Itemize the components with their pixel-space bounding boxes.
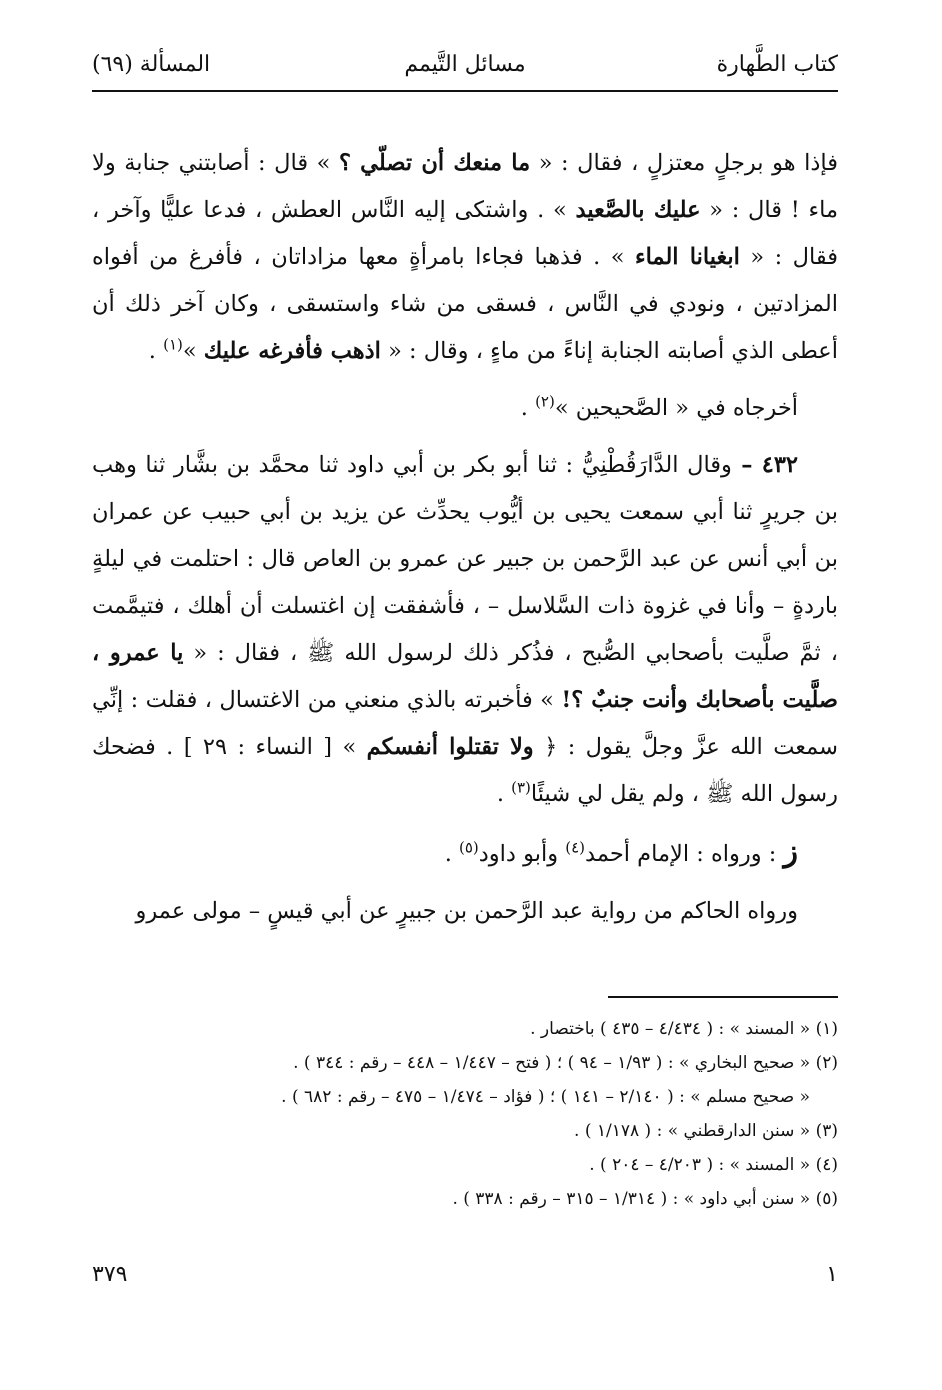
footnote-ref-3: (٣)	[511, 778, 531, 797]
page-number: ٣٧٩	[92, 1262, 128, 1287]
paragraph-4: ز : ورواه : الإمام أحمد$^{(٤)}$ وأبو داود$^{(٥)}$ .	[444, 834, 798, 869]
zay-marker: ز	[783, 834, 798, 869]
footnote-1: (١) « المسند » : ( ٤/٤٣٤ – ٤٣٥ ) باختصار .	[530, 1019, 838, 1039]
paragraph-1: فإذا هو برجلٍ معتزلٍ ، فقال : « ما منعك أن تصلّي ؟ » قال : أصابتني جنابة ولا ماء ! قال : « عليك بالصَّعيد » . واشتكى إليه النَّاس العطش ، فدعا عليًّا وآخر ، فقال : « ابغيانا الماء » . فذهبا فجاءا بامرأةٍ معها مزاداتان ، فأفرغ من أفواه المزادتين ، ونودي في النَّاس ، فسقى من شاء واستسقى ، وكان آخر ذلك أن أعطى الذي أصابته الجنابة إناءً من ماءٍ ، وقال : « اذهب فأفرغه عليك »$^{(١)}$ .	[92, 150, 838, 364]
footnote-4: (٤) « المسند » : ( ٤/٢٠٣ – ٢٠٤ ) .	[589, 1155, 838, 1175]
footnotes	[92, 1012, 838, 1216]
footnote-3: (٣) « سنن الدارقطني » : ( ١/١٧٨ ) .	[574, 1121, 838, 1141]
issue-number: المسألة (٦٩)	[92, 52, 211, 77]
paragraph-hadith-432: ٤٣٢ – وقال الدَّارَقُطْنِيُّ : ثنا أبو بكر بن أبي داود ثنا محمَّد بن بشَّار ثنا وهب بن جريرٍ ثنا أبي سمعت يحيى بن أيُّوب يحدِّث عن يزيد بن أبي حبيب عن عمران بن أبي أنس عن عبد الرَّحمن بن جبير عن عمرو بن العاص قال : احتلمت في ليلةٍ باردةٍ – وأنا في غزوة ذات السَّلاسل – ، فأشفقت إن اغتسلت أن أهلك ، فتيمَّمت ، ثمَّ صلَّيت بأصحابي الصُّبح ، فذُكر ذلك لرسول الله ﷺ ، فقال : « يا عمرو ، صلَّيت بأصحابك وأنت جنبٌ ؟! » فأخبرته بالذي منعني من الاغتسال ، فقلت : إنِّي سمعت الله عزَّ وجلَّ يقول : ﴿ ولا تقتلوا أنفسكم » [ النساء : ٢٩ ] . فضحك رسول الله ﷺ ، ولم يقل لي شيئًا$^{(٣)}$ .	[92, 452, 839, 807]
footnote-2-continued: « صحيح مسلم » : ( ٢/١٤٠ – ١٤١ ) ؛ ( فؤاد – ١/٤٧٤ – ٤٧٥ – رقم : ٦٨٢ ) .	[281, 1087, 810, 1107]
page-footer	[92, 1262, 838, 1302]
footnote-5: (٥) « سنن أبي داود » : ( ١/٣١٤ – ٣١٥ – رقم : ٣٣٨ ) .	[452, 1189, 838, 1209]
paragraph-5: ورواه الحاكم من رواية عبد الرَّحمن بن جبيرٍ عن أبي قيسٍ – مولى عمرو	[135, 898, 798, 924]
footnote-2: (٢) « صحيح البخاري » : ( ١/٩٣ – ٩٤ ) ؛ ( فتح – ١/٤٤٧ – ٤٤٨ – رقم : ٣٤٤ ) .	[293, 1053, 838, 1073]
footnote-ref-1: (١)	[163, 335, 183, 354]
chapter-title: مسائل التَّيمم	[404, 52, 526, 77]
paragraph-2: أخرجاه في « الصَّحيحين »$^{(٢)}$ .	[520, 392, 798, 421]
signature-mark: ١	[826, 1262, 838, 1287]
hadith-number: ٤٣٢ –	[731, 452, 799, 478]
footnote-rule	[608, 996, 838, 998]
main-text	[92, 140, 838, 935]
footnote-ref-2: (٢)	[535, 392, 555, 411]
footnote-ref-5: (٥)	[459, 838, 479, 857]
book-title: كتاب الطَّهارة	[716, 52, 838, 77]
running-header	[92, 44, 838, 88]
header-rule	[92, 90, 838, 92]
footnote-ref-4: (٤)	[565, 838, 586, 857]
